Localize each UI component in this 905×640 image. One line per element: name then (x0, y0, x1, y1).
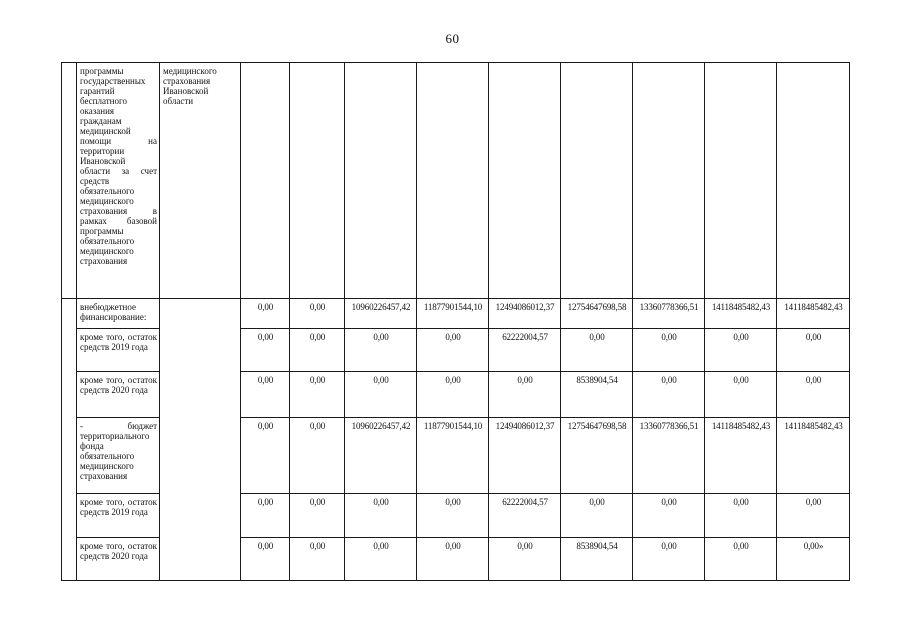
page-number: 60 (445, 31, 460, 46)
value-cell: 0,00 (705, 494, 777, 538)
value-cell: 0,00 (241, 418, 290, 494)
value-cell: 11877901544,10 (417, 299, 489, 329)
value-cell (417, 63, 489, 299)
value-cell: 0,00 (290, 538, 345, 581)
value-cell: 12754647698,58 (561, 299, 633, 329)
value-cell: 12494086012,37 (489, 299, 561, 329)
value-cell: 62222004,57 (489, 329, 561, 372)
value-cell: 8538904,54 (561, 538, 633, 581)
row-label-cell: внебюджетное финансирование: (77, 299, 160, 329)
value-cell: 0,00 (290, 372, 345, 418)
value-cell: 0,00» (777, 538, 850, 581)
value-cell: 0,00 (345, 329, 417, 372)
value-cell (241, 63, 290, 299)
value-cell: 14118485482,43 (777, 418, 850, 494)
value-cell: 0,00 (241, 329, 290, 372)
value-cell (777, 63, 850, 299)
value-cell: 14118485482,43 (777, 299, 850, 329)
value-cell: 0,00 (417, 329, 489, 372)
budget-table (61, 62, 850, 581)
table-row-program (62, 63, 850, 299)
row-label-cell: кроме того, остаток средств 2019 года (77, 329, 160, 372)
value-cell: 0,00 (633, 494, 705, 538)
value-cell: 0,00 (633, 372, 705, 418)
value-cell (489, 63, 561, 299)
row-label-cell: кроме того, остаток средств 2019 года (77, 494, 160, 538)
funding-source-cell: медицинского страхования Ивановской области (160, 63, 241, 299)
value-cell (561, 63, 633, 299)
program-description-cell: программы государственных гарантий бесплатного оказания гражданам медицинской помощи на территории Ивановской области за счет средств обязательного медицинского страхования в рамках базовой программы обязательного медицинского страхования (77, 63, 160, 299)
value-cell: 0,00 (777, 372, 850, 418)
row-label-cell: кроме того, остаток средств 2020 года (77, 538, 160, 581)
value-cell: 0,00 (561, 494, 633, 538)
value-cell: 0,00 (241, 538, 290, 581)
funding-source-cell (160, 299, 241, 581)
value-cell: 0,00 (489, 538, 561, 581)
value-cell: 0,00 (241, 299, 290, 329)
value-cell: 0,00 (417, 494, 489, 538)
value-cell: 12754647698,58 (561, 418, 633, 494)
value-cell: 0,00 (290, 299, 345, 329)
value-cell: 0,00 (290, 329, 345, 372)
value-cell: 12494086012,37 (489, 418, 561, 494)
value-cell: 0,00 (241, 494, 290, 538)
value-cell: 13360778366,51 (633, 418, 705, 494)
value-cell: 0,00 (489, 372, 561, 418)
value-cell: 13360778366,51 (633, 299, 705, 329)
value-cell: 62222004,57 (489, 494, 561, 538)
table-row (62, 299, 850, 329)
value-cell (345, 63, 417, 299)
value-cell: 0,00 (345, 372, 417, 418)
value-cell (290, 63, 345, 299)
value-cell: 0,00 (345, 538, 417, 581)
value-cell: 0,00 (561, 329, 633, 372)
value-cell: 0,00 (290, 418, 345, 494)
value-cell: 0,00 (705, 538, 777, 581)
value-cell: 8538904,54 (561, 372, 633, 418)
value-cell: 14118485482,43 (705, 418, 777, 494)
value-cell: 0,00 (705, 329, 777, 372)
row-number-cell (62, 299, 77, 581)
value-cell: 0,00 (345, 494, 417, 538)
value-cell: 0,00 (777, 329, 850, 372)
value-cell: 0,00 (417, 538, 489, 581)
value-cell: 0,00 (705, 372, 777, 418)
value-cell: 11877901544,10 (417, 418, 489, 494)
value-cell: 10960226457,42 (345, 299, 417, 329)
value-cell: 0,00 (417, 372, 489, 418)
row-label-cell: кроме того, остаток средств 2020 года (77, 372, 160, 418)
value-cell: 0,00 (633, 538, 705, 581)
row-label-cell: - бюджет территориального фонда обязательного медицинского страхования (77, 418, 160, 494)
value-cell: 10960226457,42 (345, 418, 417, 494)
value-cell (633, 63, 705, 299)
value-cell: 14118485482,43 (705, 299, 777, 329)
value-cell: 0,00 (777, 494, 850, 538)
row-number-cell (62, 63, 77, 299)
value-cell: 0,00 (241, 372, 290, 418)
value-cell: 0,00 (290, 494, 345, 538)
value-cell (705, 63, 777, 299)
value-cell: 0,00 (633, 329, 705, 372)
